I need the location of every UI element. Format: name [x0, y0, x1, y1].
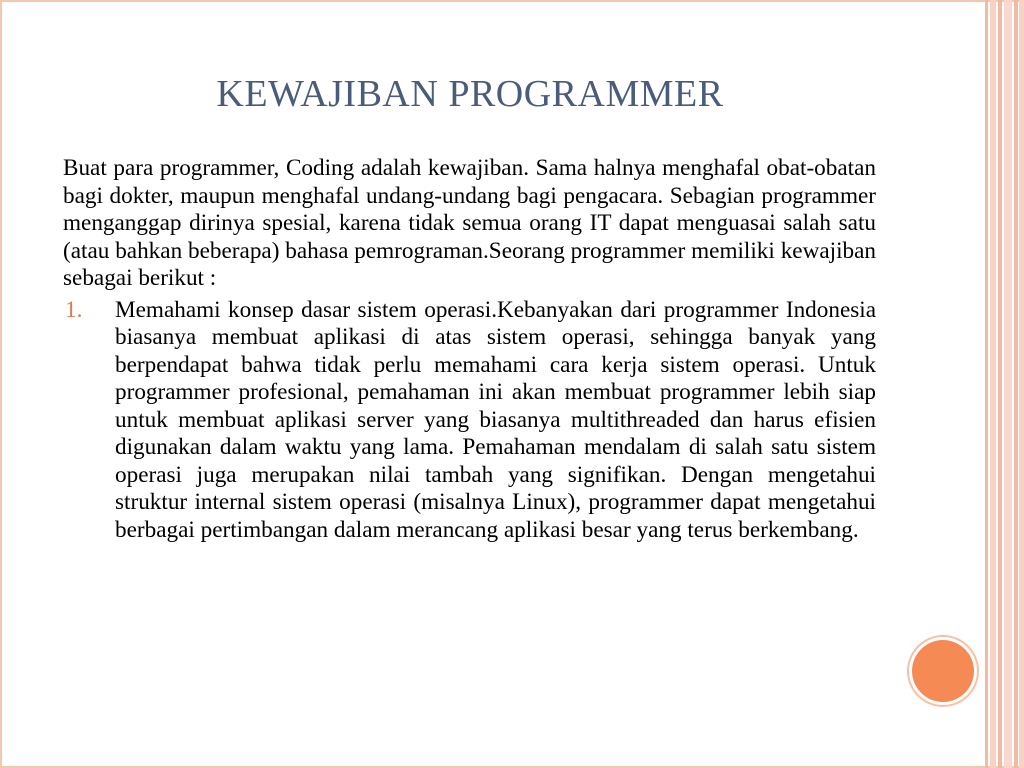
list-item-text: Memahami konsep dasar sistem operasi.Kebanyakan dari programmer Indonesia biasanya membuat aplikasi di atas sistem operasi, sehingga banyak yang berpendapat bahwa tidak perlu memahami cara kerja sistem operasi. Untuk programmer profesional, pemahaman ini akan membuat programmer lebih siap untuk membuat aplikasi server yang biasanya multithreaded dan harus efisien digunakan dalam waktu yang lama. Pemahaman mendalam di salah satu sistem operasi juga merupakan nilai tambah yang signifikan. Dengan mengetahui struktur internal sistem operasi (misalnya Linux), programmer dapat mengetahui berbagai pertimbangan dalam merancang aplikasi besar yang terus berkembang. — [115, 296, 876, 543]
decorative-stripe — [1004, 0, 1012, 768]
decorative-stripe — [990, 0, 996, 768]
obligation-list — [63, 297, 876, 545]
slide-title: KEWAJIBAN PROGRAMMER — [216, 73, 724, 115]
decorative-stripe — [998, 0, 1002, 768]
decorative-stripe — [1014, 0, 1018, 768]
slide-body — [63, 155, 876, 544]
accent-circle — [912, 640, 974, 702]
decorative-stripe — [985, 0, 988, 768]
frame-top-border — [0, 0, 1024, 2]
decorative-stripe — [1019, 0, 1024, 768]
intro-paragraph: Buat para programmer, Coding adalah kewajiban. Sama halnya menghafal obat-obatan bagi dokter, maupun menghafal undang-undang bagi pengacara. Sebagian programmer menganggap dirinya spesial, karena tidak semua orang IT dapat menguasai salah satu (atau bahkan beberapa) bahasa pemrograman.Seorang programmer memiliki kewajiban sebagai berikut : — [63, 155, 876, 291]
list-item — [63, 297, 876, 545]
list-number: 1. — [65, 296, 83, 323]
